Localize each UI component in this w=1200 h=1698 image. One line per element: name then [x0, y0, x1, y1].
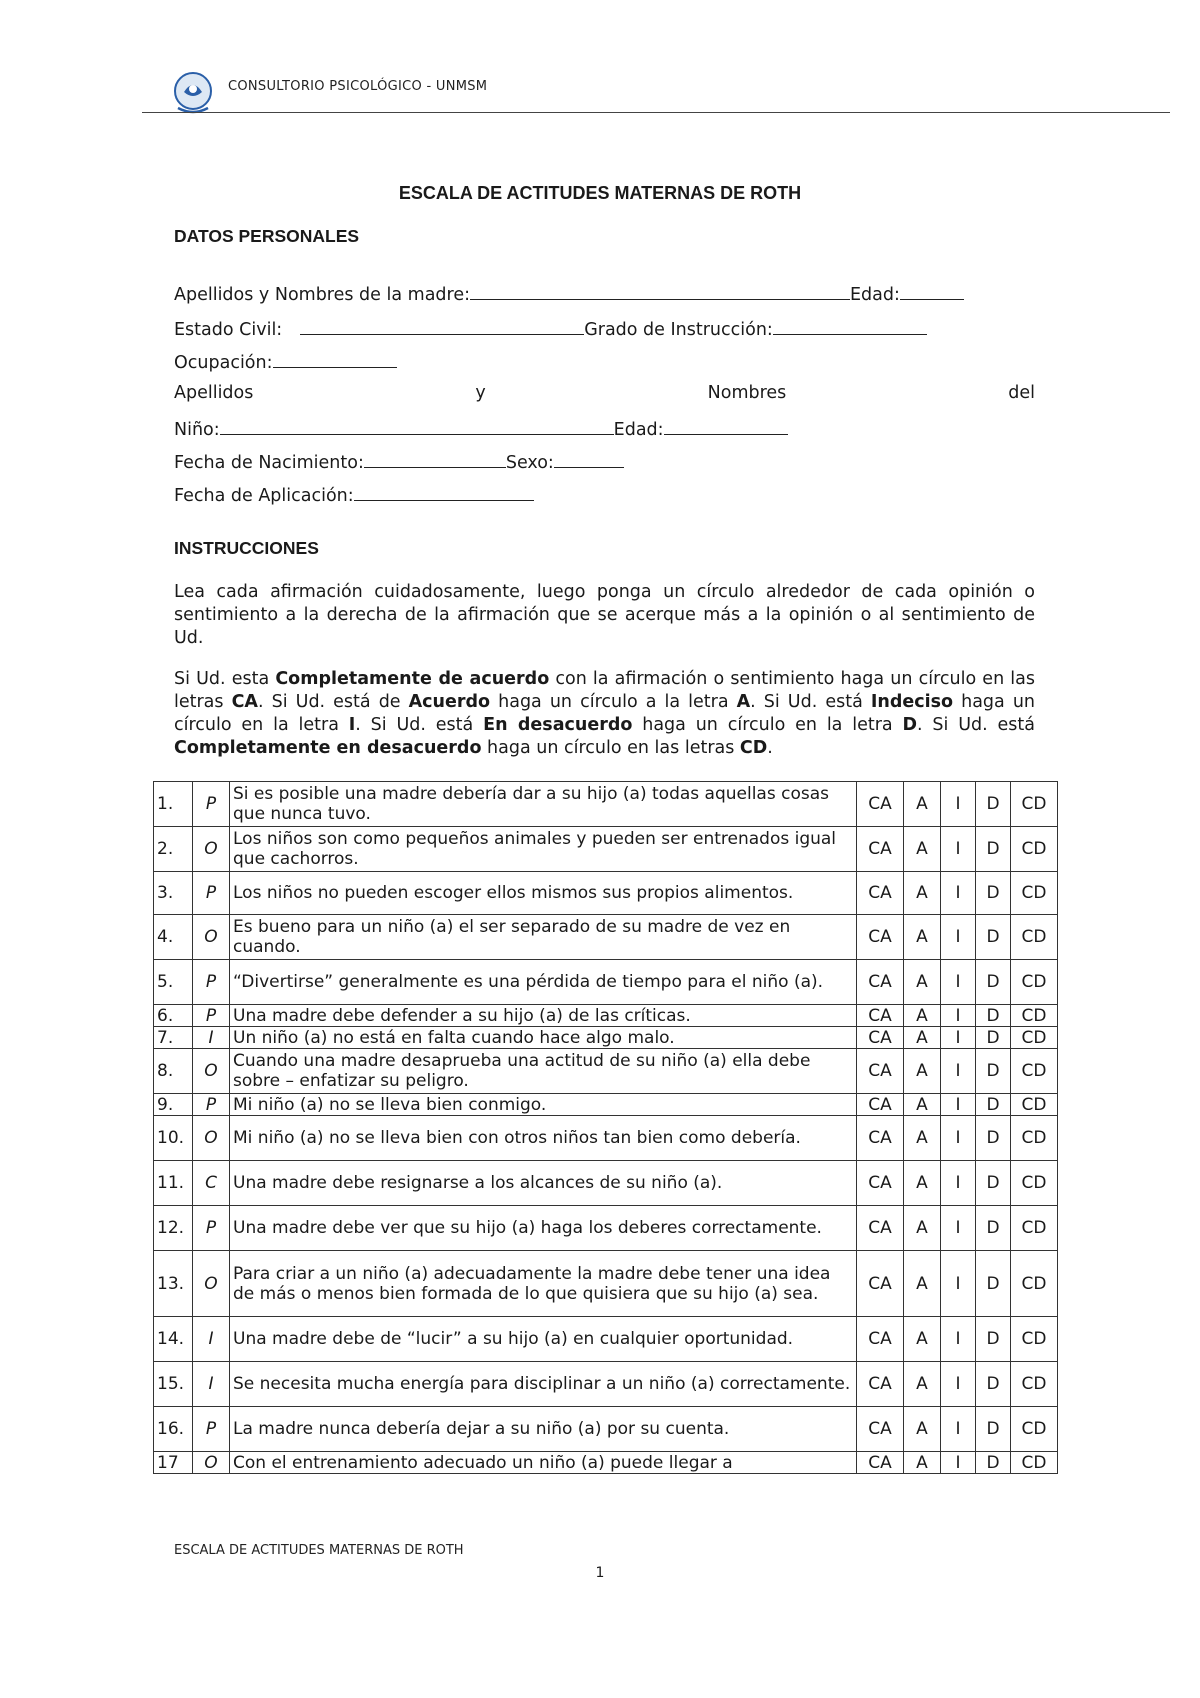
- option-cd[interactable]: CD: [1011, 960, 1058, 1005]
- option-i[interactable]: I: [941, 1362, 976, 1407]
- instruction-text: haga un círculo a la letra: [490, 692, 737, 712]
- item-dimension-letter: I: [193, 1317, 230, 1362]
- option-i[interactable]: I: [941, 1116, 976, 1161]
- item-statement: Si es posible una madre debería dar a su hijo (a) todas aquellas cosas que nunca tuvo.: [230, 782, 857, 827]
- madre-line: [174, 281, 964, 305]
- option-cd[interactable]: CD: [1011, 1116, 1058, 1161]
- instruction-text: haga un círculo en la letra: [632, 715, 903, 735]
- instruction-keyword: Completamente en desacuerdo: [174, 738, 482, 758]
- item-statement: Una madre debe resignarse a los alcances de su niño (a).: [230, 1161, 857, 1206]
- instruction-keyword: A: [736, 692, 751, 712]
- grado-field[interactable]: [773, 316, 927, 335]
- sexo-label: Sexo:: [505, 453, 554, 473]
- item-dimension-letter: O: [193, 1049, 230, 1094]
- table-row: [154, 1027, 1058, 1049]
- option-cd[interactable]: CD: [1011, 1407, 1058, 1452]
- option-cd[interactable]: CD: [1011, 1161, 1058, 1206]
- option-a[interactable]: A: [904, 872, 941, 915]
- option-cd[interactable]: CD: [1011, 1206, 1058, 1251]
- table-row: [154, 1362, 1058, 1407]
- item-number: 4.: [154, 915, 193, 960]
- option-ca[interactable]: CA: [857, 1362, 904, 1407]
- option-a[interactable]: A: [904, 960, 941, 1005]
- option-d[interactable]: D: [976, 1317, 1011, 1362]
- nino-word: Apellidos: [174, 383, 254, 403]
- instruction-text: con la afirmación o sentimiento haga un círculo en las letras: [174, 669, 1036, 712]
- instruction-text: .: [767, 738, 773, 758]
- nino-field[interactable]: [220, 416, 614, 435]
- edad2-field[interactable]: [664, 416, 788, 435]
- instruction-keyword: Acuerdo: [408, 692, 491, 712]
- table-row: [154, 872, 1058, 915]
- option-cd[interactable]: CD: [1011, 1317, 1058, 1362]
- item-statement: Mi niño (a) no se lleva bien conmigo.: [230, 1094, 857, 1116]
- item-number: 10.: [154, 1116, 193, 1161]
- option-ca[interactable]: CA: [857, 1407, 904, 1452]
- option-i[interactable]: I: [941, 915, 976, 960]
- option-i[interactable]: I: [941, 1005, 976, 1027]
- option-cd[interactable]: CD: [1011, 1094, 1058, 1116]
- table-row: [154, 1407, 1058, 1452]
- option-d[interactable]: D: [976, 1049, 1011, 1094]
- option-d[interactable]: D: [976, 1094, 1011, 1116]
- item-number: 7.: [154, 1027, 193, 1049]
- option-i[interactable]: I: [941, 1094, 976, 1116]
- estado-field[interactable]: [300, 316, 584, 335]
- item-statement: Es bueno para un niño (a) el ser separado de su madre de vez en cuando.: [230, 915, 857, 960]
- option-a[interactable]: A: [904, 1206, 941, 1251]
- estado-label: Estado Civil:: [174, 320, 283, 340]
- table-row: [154, 1049, 1058, 1094]
- option-d[interactable]: D: [976, 1116, 1011, 1161]
- item-dimension-letter: P: [193, 960, 230, 1005]
- option-i[interactable]: I: [941, 1317, 976, 1362]
- item-number: 13.: [154, 1251, 193, 1317]
- instrucciones-paragraph-2: [174, 668, 1035, 760]
- table-row: [154, 960, 1058, 1005]
- item-number: 6.: [154, 1005, 193, 1027]
- table-row: [154, 1452, 1058, 1474]
- fecha-nac-line: [174, 449, 624, 473]
- item-statement: Para criar a un niño (a) adecuadamente la madre debe tener una idea de más o menos bien formada de lo que quisiera que su hijo (a) sea.: [230, 1251, 857, 1317]
- item-number: 17: [154, 1452, 193, 1474]
- instruction-text: haga un círculo en la letra: [174, 692, 1036, 735]
- estado-line: [174, 316, 927, 340]
- university-crest-icon: [170, 70, 216, 116]
- item-dimension-letter: P: [193, 872, 230, 915]
- item-number: 14.: [154, 1317, 193, 1362]
- table-row: [154, 1161, 1058, 1206]
- option-d[interactable]: D: [976, 1005, 1011, 1027]
- sexo-field[interactable]: [554, 449, 624, 468]
- option-ca[interactable]: CA: [857, 827, 904, 872]
- item-statement: Una madre debe defender a su hijo (a) de las críticas.: [230, 1005, 857, 1027]
- option-a[interactable]: A: [904, 1116, 941, 1161]
- nino-label: Niño:: [174, 420, 220, 440]
- grado-label: Grado de Instrucción:: [584, 320, 773, 340]
- option-a[interactable]: A: [904, 1161, 941, 1206]
- option-i[interactable]: I: [941, 1027, 976, 1049]
- item-number: 11.: [154, 1161, 193, 1206]
- option-a[interactable]: A: [904, 1362, 941, 1407]
- option-cd[interactable]: CD: [1011, 1049, 1058, 1094]
- table-row: [154, 782, 1058, 827]
- item-number: 9.: [154, 1094, 193, 1116]
- item-dimension-letter: P: [193, 1206, 230, 1251]
- option-cd[interactable]: CD: [1011, 782, 1058, 827]
- option-a[interactable]: A: [904, 1094, 941, 1116]
- option-cd[interactable]: CD: [1011, 1251, 1058, 1317]
- option-i[interactable]: I: [941, 1251, 976, 1317]
- ocupacion-line: [174, 349, 397, 373]
- item-number: 3.: [154, 872, 193, 915]
- item-statement: Cuando una madre desaprueba una actitud de su niño (a) ella debe sobre – enfatizar su peligro.: [230, 1049, 857, 1094]
- item-number: 5.: [154, 960, 193, 1005]
- option-a[interactable]: A: [904, 1005, 941, 1027]
- instruction-text: . Si Ud. está: [750, 692, 871, 712]
- item-statement: La madre nunca debería dejar a su niño (a) por su cuenta.: [230, 1407, 857, 1452]
- table-row: [154, 1251, 1058, 1317]
- madre-field[interactable]: [470, 281, 850, 300]
- option-d[interactable]: D: [976, 827, 1011, 872]
- page-title: ESCALA DE ACTITUDES MATERNAS DE ROTH: [398, 183, 802, 203]
- option-d[interactable]: D: [976, 1362, 1011, 1407]
- item-dimension-letter: O: [193, 1251, 230, 1317]
- header-title: CONSULTORIO PSICOLÓGICO - UNMSM: [228, 79, 488, 94]
- fecha-apl-line: [174, 482, 534, 506]
- item-statement: Los niños no pueden escoger ellos mismos sus propios alimentos.: [230, 872, 857, 915]
- item-statement: Se necesita mucha energía para disciplinar a un niño (a) correctamente.: [230, 1362, 857, 1407]
- table-row: [154, 1005, 1058, 1027]
- option-ca[interactable]: CA: [857, 872, 904, 915]
- item-number: 16.: [154, 1407, 193, 1452]
- option-ca[interactable]: CA: [857, 1005, 904, 1027]
- option-d[interactable]: D: [976, 1161, 1011, 1206]
- fecha-apl-label: Fecha de Aplicación:: [174, 486, 354, 506]
- option-a[interactable]: A: [904, 1251, 941, 1317]
- datos-heading: DATOS PERSONALES: [174, 226, 360, 246]
- instruction-keyword: CA: [231, 692, 258, 712]
- instruction-text: . Si Ud. está: [917, 715, 1035, 735]
- header-divider: [142, 112, 1170, 113]
- option-d[interactable]: D: [976, 960, 1011, 1005]
- option-i[interactable]: I: [941, 782, 976, 827]
- option-ca[interactable]: CA: [857, 1317, 904, 1362]
- option-d[interactable]: D: [976, 915, 1011, 960]
- instruction-keyword: D: [902, 715, 918, 735]
- option-a[interactable]: A: [904, 827, 941, 872]
- option-ca[interactable]: CA: [857, 1251, 904, 1317]
- item-dimension-letter: I: [193, 1027, 230, 1049]
- table-row: [154, 1206, 1058, 1251]
- edad2-label: Edad:: [613, 420, 664, 440]
- instrucciones-heading: INSTRUCCIONES: [174, 538, 319, 558]
- page-number: 1: [595, 1565, 605, 1581]
- instruction-keyword: En desacuerdo: [483, 715, 633, 735]
- option-cd[interactable]: CD: [1011, 1452, 1058, 1474]
- option-a[interactable]: A: [904, 782, 941, 827]
- option-cd[interactable]: CD: [1011, 1005, 1058, 1027]
- item-number: 2.: [154, 827, 193, 872]
- option-i[interactable]: I: [941, 960, 976, 1005]
- option-i[interactable]: I: [941, 872, 976, 915]
- option-d[interactable]: D: [976, 1251, 1011, 1317]
- instrucciones-paragraph-1: Lea cada afirmación cuidadosamente, luego ponga un círculo alrededor de cada opinión o sentimiento a la derecha de la afirmación que se acerque más a la opinión o al sentimiento de Ud.: [174, 582, 1035, 648]
- instruction-keyword: Completamente de acuerdo: [275, 669, 550, 689]
- table-row: [154, 827, 1058, 872]
- ocupacion-field[interactable]: [273, 349, 397, 368]
- edad-field[interactable]: [900, 281, 964, 300]
- table-row: [154, 1094, 1058, 1116]
- option-i[interactable]: I: [941, 1206, 976, 1251]
- item-dimension-letter: O: [193, 1116, 230, 1161]
- instruction-text: . Si Ud. está de: [257, 692, 409, 712]
- option-cd[interactable]: CD: [1011, 1362, 1058, 1407]
- option-d[interactable]: D: [976, 1452, 1011, 1474]
- items-table: [153, 781, 1058, 1474]
- instruction-keyword: Indeciso: [870, 692, 954, 712]
- item-number: 12.: [154, 1206, 193, 1251]
- item-statement: Con el entrenamiento adecuado un niño (a) puede llegar a: [230, 1452, 857, 1474]
- option-i[interactable]: I: [941, 827, 976, 872]
- option-ca[interactable]: CA: [857, 1094, 904, 1116]
- instruction-keyword: CD: [739, 738, 768, 758]
- item-dimension-letter: P: [193, 1094, 230, 1116]
- option-i[interactable]: I: [941, 1049, 976, 1094]
- nino-word: y: [475, 383, 486, 403]
- fecha-nac-label: Fecha de Nacimiento:: [174, 453, 364, 473]
- option-d[interactable]: D: [976, 1206, 1011, 1251]
- footer-title: ESCALA DE ACTITUDES MATERNAS DE ROTH: [174, 1543, 464, 1558]
- option-d[interactable]: D: [976, 1027, 1011, 1049]
- madre-label: Apellidos y Nombres de la madre:: [174, 285, 470, 305]
- item-dimension-letter: P: [193, 782, 230, 827]
- nino-word: del: [1008, 383, 1035, 403]
- nino-line: [174, 416, 788, 440]
- option-ca[interactable]: CA: [857, 782, 904, 827]
- item-statement: Una madre debe ver que su hijo (a) haga los deberes correctamente.: [230, 1206, 857, 1251]
- instruction-text: . Si Ud. está: [355, 715, 484, 735]
- option-ca[interactable]: CA: [857, 915, 904, 960]
- option-a[interactable]: A: [904, 915, 941, 960]
- option-a[interactable]: A: [904, 1452, 941, 1474]
- option-ca[interactable]: CA: [857, 1161, 904, 1206]
- ocupacion-label: Ocupación:: [174, 353, 273, 373]
- option-a[interactable]: A: [904, 1049, 941, 1094]
- item-statement: “Divertirse” generalmente es una pérdida de tiempo para el niño (a).: [230, 960, 857, 1005]
- option-cd[interactable]: CD: [1011, 872, 1058, 915]
- table-row: [154, 1317, 1058, 1362]
- option-a[interactable]: A: [904, 1027, 941, 1049]
- option-a[interactable]: A: [904, 1317, 941, 1362]
- item-number: 8.: [154, 1049, 193, 1094]
- option-cd[interactable]: CD: [1011, 827, 1058, 872]
- option-d[interactable]: D: [976, 782, 1011, 827]
- option-i[interactable]: I: [941, 1407, 976, 1452]
- item-number: 1.: [154, 782, 193, 827]
- item-number: 15.: [154, 1362, 193, 1407]
- item-statement: Mi niño (a) no se lleva bien con otros niños tan bien como debería.: [230, 1116, 857, 1161]
- option-ca[interactable]: CA: [857, 1027, 904, 1049]
- option-ca[interactable]: CA: [857, 1206, 904, 1251]
- instruction-text: Si Ud. esta: [174, 669, 276, 689]
- table-row: [154, 1116, 1058, 1161]
- item-statement: Un niño (a) no está en falta cuando hace algo malo.: [230, 1027, 857, 1049]
- nino-words-row: [174, 383, 1035, 403]
- option-d[interactable]: D: [976, 872, 1011, 915]
- table-row: [154, 915, 1058, 960]
- nino-word: Nombres: [707, 383, 787, 403]
- option-i[interactable]: I: [941, 1452, 976, 1474]
- fecha-apl-field[interactable]: [354, 482, 534, 501]
- instruction-keyword: I: [348, 715, 356, 735]
- option-ca[interactable]: CA: [857, 1049, 904, 1094]
- item-dimension-letter: P: [193, 1005, 230, 1027]
- option-ca[interactable]: CA: [857, 1452, 904, 1474]
- item-dimension-letter: P: [193, 1407, 230, 1452]
- option-i[interactable]: I: [941, 1161, 976, 1206]
- item-dimension-letter: C: [193, 1161, 230, 1206]
- edad-label: Edad:: [850, 285, 900, 305]
- option-ca[interactable]: CA: [857, 1116, 904, 1161]
- fecha-nac-field[interactable]: [364, 449, 506, 468]
- item-dimension-letter: O: [193, 915, 230, 960]
- option-cd[interactable]: CD: [1011, 915, 1058, 960]
- option-a[interactable]: A: [904, 1407, 941, 1452]
- item-dimension-letter: O: [193, 1452, 230, 1474]
- option-ca[interactable]: CA: [857, 960, 904, 1005]
- instruction-text: haga un círculo en las letras: [481, 738, 740, 758]
- option-cd[interactable]: CD: [1011, 1027, 1058, 1049]
- item-statement: Los niños son como pequeños animales y pueden ser entrenados igual que cachorros.: [230, 827, 857, 872]
- item-dimension-letter: O: [193, 827, 230, 872]
- item-statement: Una madre debe de “lucir” a su hijo (a) en cualquier oportunidad.: [230, 1317, 857, 1362]
- option-d[interactable]: D: [976, 1407, 1011, 1452]
- item-dimension-letter: I: [193, 1362, 230, 1407]
